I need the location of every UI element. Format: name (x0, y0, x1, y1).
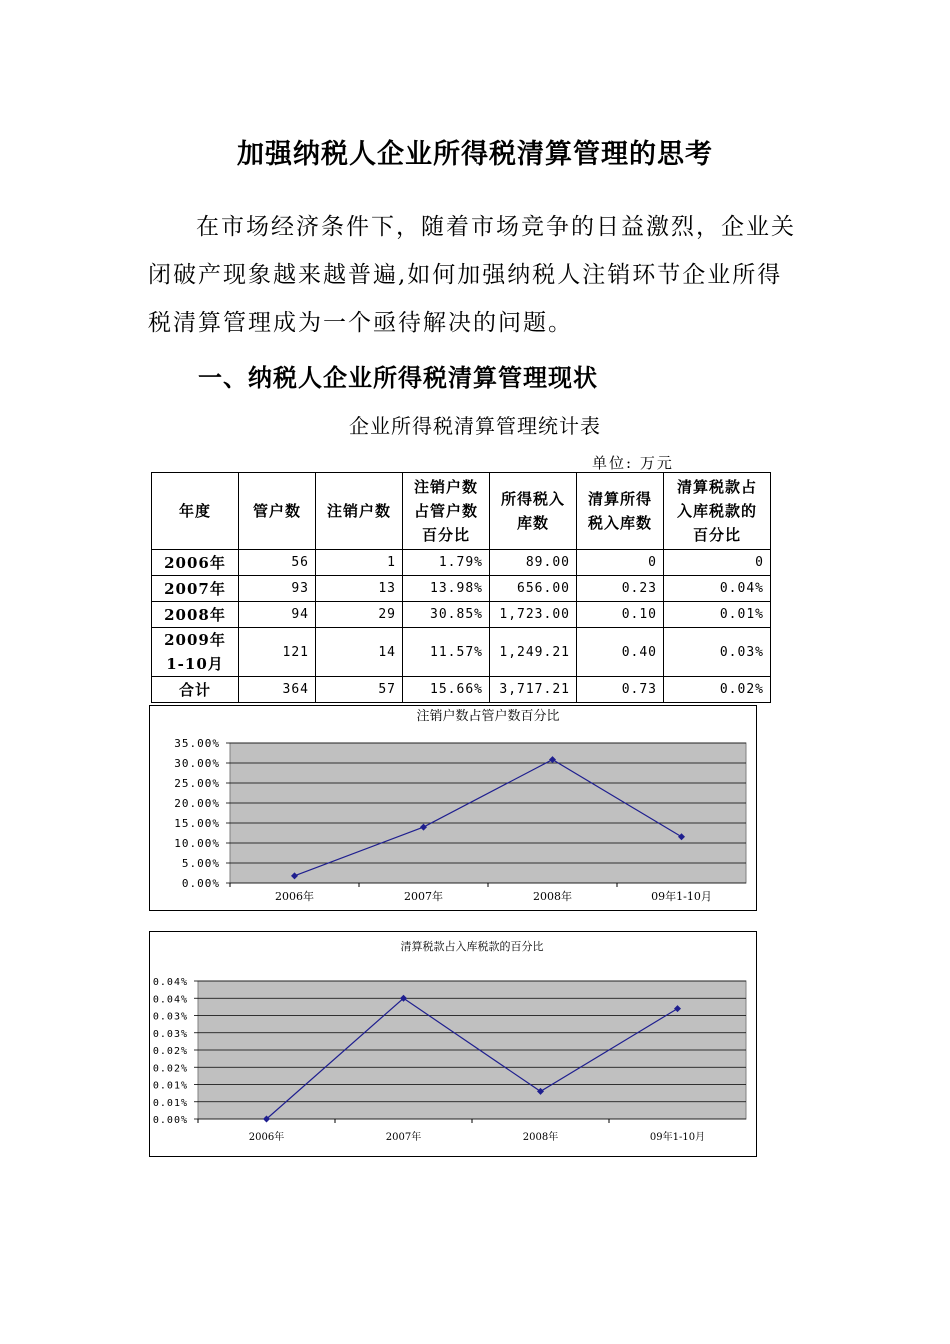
table-row (152, 576, 771, 602)
x-tick-label: 2007年 (385, 1132, 422, 1143)
table-cell: 0 (664, 550, 771, 576)
cell-year: 合计 (152, 677, 239, 703)
y-tick-label: 30.00% (174, 757, 220, 770)
y-tick-label: 0.00% (152, 1115, 188, 1126)
table-cell: 1,723.00 (490, 602, 577, 628)
table-cell: 1,249.21 (490, 628, 577, 677)
y-tick-label: 0.01% (152, 1097, 188, 1109)
table-cell: 1 (316, 550, 403, 576)
table-row (152, 602, 771, 628)
x-tick-label: 2008年 (522, 1132, 559, 1143)
header-clear-pct: 清算税款占 入库税款的 百分比 (664, 473, 771, 550)
y-tick-label: 0.00% (181, 877, 220, 890)
y-tick-label: 0.03% (152, 1011, 188, 1023)
table-cell: 93 (239, 576, 316, 602)
table-cell: 30.85% (403, 602, 490, 628)
table-cell: 364 (239, 677, 316, 703)
table-cell: 0.73 (577, 677, 664, 703)
document-title: 加强纳税人企业所得税清算管理的思考 (237, 139, 713, 170)
table-cell: 656.00 (490, 576, 577, 602)
header-clear-tax: 清算所得 税入库数 (577, 473, 664, 550)
cell-year: 2009年 1-10月 (152, 628, 239, 677)
table-cell: 57 (316, 677, 403, 703)
table-unit: 单位: 万元 (592, 454, 674, 472)
plot-area (230, 743, 746, 883)
table-cell: 13.98% (403, 576, 490, 602)
table-row (152, 628, 771, 677)
header-cancel-pct: 注销户数 占管户数 百分比 (403, 473, 490, 550)
table-cell: 11.57% (403, 628, 490, 677)
table-cell: 0.40 (577, 628, 664, 677)
header-cancelled: 注销户数 (316, 473, 403, 550)
table-cell: 0 (577, 550, 664, 576)
y-tick-label: 15.00% (174, 817, 220, 830)
chart-clear-pct (149, 931, 757, 1157)
chart-clear-pct-svg (150, 932, 756, 1156)
table-cell: 0.03% (664, 628, 771, 677)
table-cell: 0.10 (577, 602, 664, 628)
y-tick-label: 0.01% (152, 1080, 188, 1092)
section-heading: 一、纳税人企业所得税清算管理现状 (198, 363, 598, 392)
y-tick-label: 0.04% (152, 994, 188, 1006)
y-tick-label: 35.00% (174, 737, 220, 750)
table-cell: 29 (316, 602, 403, 628)
table-cell: 89.00 (490, 550, 577, 576)
x-tick-label: 2006年 (248, 1132, 285, 1143)
table-cell: 3,717.21 (490, 677, 577, 703)
cell-year: 2006年 (152, 550, 239, 576)
table-cell: 1.79% (403, 550, 490, 576)
table-header-row (152, 473, 771, 550)
table-title: 企业所得税清算管理统计表 (349, 414, 601, 438)
y-tick-label: 0.03% (152, 1028, 188, 1040)
table-cell: 14 (316, 628, 403, 677)
y-tick-label: 0.02% (152, 1046, 188, 1057)
y-tick-label: 10.00% (174, 837, 220, 850)
x-tick-label: 09年1-10月 (651, 890, 712, 903)
table-cell: 0.02% (664, 677, 771, 703)
y-tick-label: 20.00% (174, 797, 220, 810)
table-row (152, 550, 771, 576)
x-tick-label: 09年1-10月 (649, 1132, 706, 1143)
intro-paragraph: 在市场经济条件下，随着市场竞争的日益激烈，企业关闭破产现象越来越普遍,如何加强纳税人注销环节企业所得税清算管理成为一个亟待解决的问题。 (148, 214, 796, 336)
chart-title: 清算税款占入库税款的百分比 (400, 940, 544, 953)
table-cell: 0.23 (577, 576, 664, 602)
table-cell: 0.01% (664, 602, 771, 628)
y-tick-label: 5.00% (181, 857, 220, 870)
stats-table (151, 472, 771, 703)
table-cell: 56 (239, 550, 316, 576)
x-tick-label: 2006年 (275, 890, 314, 903)
cell-year: 2007年 (152, 576, 239, 602)
chart-cancel-pct-svg (150, 706, 756, 910)
y-tick-label: 25.00% (174, 777, 220, 790)
header-year: 年度 (152, 473, 239, 550)
chart-title: 注销户数占管户数百分比 (416, 709, 560, 724)
cell-year: 2008年 (152, 602, 239, 628)
x-tick-label: 2007年 (404, 890, 443, 903)
header-tax-income: 所得税入 库数 (490, 473, 577, 550)
chart-cancel-pct (149, 705, 757, 911)
table-cell: 0.04% (664, 576, 771, 602)
table-cell: 94 (239, 602, 316, 628)
header-managed: 管户数 (239, 473, 316, 550)
table-cell: 13 (316, 576, 403, 602)
y-tick-label: 0.02% (152, 1063, 188, 1075)
table-cell: 15.66% (403, 677, 490, 703)
table-row (152, 677, 771, 703)
y-tick-label: 0.04% (152, 977, 188, 988)
table-cell: 121 (239, 628, 316, 677)
x-tick-label: 2008年 (533, 890, 572, 903)
